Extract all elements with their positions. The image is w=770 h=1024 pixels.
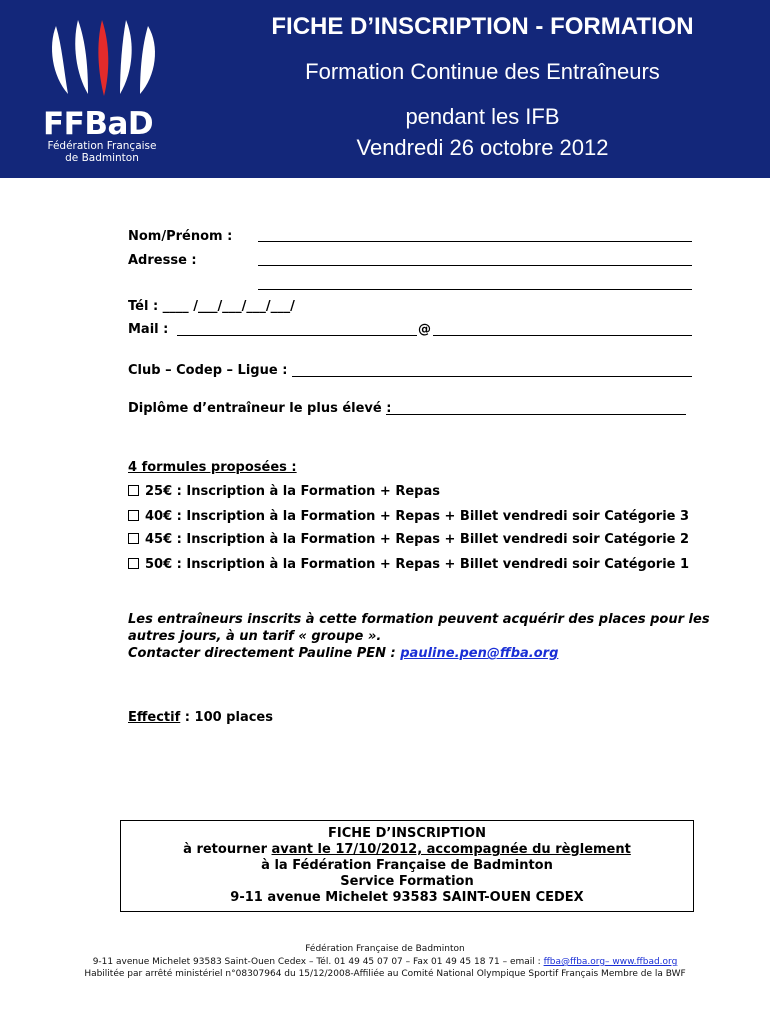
footer-legal: Habilitée par arrêté ministériel n°08307964 du 15/12/2008-Affiliée au Comité National Olympique Sportif Français Membre de la BWF — [84, 969, 686, 979]
footer-org-name: Fédération Française de Badminton — [305, 944, 465, 954]
diplome-field[interactable] — [386, 414, 686, 415]
checkbox-icon[interactable] — [128, 558, 139, 569]
adresse-field-2[interactable] — [258, 289, 692, 290]
formules-heading: 4 formules proposées : — [128, 460, 297, 475]
adresse-label: Adresse : — [128, 253, 197, 268]
footer-contact: 9-11 avenue Michelet 93583 Saint-Ouen Cedex – Tél. 01 49 45 07 07 – Fax 01 49 45 18 71 – email : ffba@ffba.org– www.ffbad.org — [92, 957, 678, 967]
subtitle-date: Vendredi 26 octobre 2012 — [356, 135, 609, 160]
box-deadline: à retourner avant le 17/10/2012, accompagnée du règlement — [183, 842, 631, 857]
formule-option-25[interactable]: 25€ : Inscription à la Formation + Repas — [128, 484, 440, 499]
effectif-label: Effectif — [128, 710, 181, 725]
box-address: 9-11 avenue Michelet 93583 SAINT-OUEN CEDEX — [230, 890, 584, 905]
box-service: Service Formation — [340, 874, 474, 889]
formule-option-50[interactable]: 50€ : Inscription à la Formation + Repas + Billet vendredi soir Catégorie 1 — [128, 557, 689, 572]
formule-option-45[interactable]: 45€ : Inscription à la Formation + Repas + Billet vendredi soir Catégorie 2 — [128, 532, 689, 547]
note-line-1: Les entraîneurs inscrits à cette formation peuvent acquérir des places pour les — [128, 612, 710, 627]
header-banner — [0, 0, 770, 178]
note-line-2: autres jours, à un tarif « groupe ». — [128, 629, 382, 644]
nom-label: Nom/Prénom : — [128, 229, 233, 244]
club-label: Club – Codep – Ligue : — [128, 363, 288, 378]
footer-links[interactable]: ffba@ffba.org– www.ffbad.org — [543, 957, 678, 967]
box-title: FICHE D’INSCRIPTION — [328, 826, 486, 841]
mail-label: Mail : — [128, 322, 169, 337]
note-line-3: Contacter directement Pauline PEN : pauline.pen@ffba.org — [128, 646, 559, 661]
contact-email-link[interactable]: pauline.pen@ffba.org — [400, 646, 559, 661]
tel-field[interactable]: Tél : ____ /___/___/___/___/ — [128, 299, 295, 314]
adresse-field-1[interactable] — [258, 265, 692, 266]
nom-field[interactable] — [258, 241, 692, 242]
document-title: FICHE D’INSCRIPTION - FORMATION — [271, 13, 694, 40]
mail-user-field[interactable] — [177, 335, 417, 336]
formule-option-40[interactable]: 40€ : Inscription à la Formation + Repas + Billet vendredi soir Catégorie 3 — [128, 509, 689, 524]
return-instructions-box — [120, 820, 694, 912]
club-field[interactable] — [292, 376, 692, 377]
effectif-value: : 100 places — [184, 710, 273, 725]
mail-domain-field[interactable] — [433, 335, 692, 336]
effectif-line — [128, 710, 273, 725]
logo-wordmark: FFBaD — [43, 106, 154, 142]
checkbox-icon[interactable] — [128, 533, 139, 544]
box-recipient: à la Fédération Française de Badminton — [261, 858, 553, 873]
logo-subtitle: Fédération Française de Badminton — [47, 140, 157, 164]
checkbox-icon[interactable] — [128, 510, 139, 521]
diplome-label: Diplôme d’entraîneur le plus élevé : — [128, 401, 392, 416]
subtitle-event: pendant les IFB — [405, 104, 560, 129]
subtitle-formation: Formation Continue des Entraîneurs — [305, 59, 660, 84]
mail-at-sign: @ — [418, 322, 431, 337]
checkbox-icon[interactable] — [128, 485, 139, 496]
